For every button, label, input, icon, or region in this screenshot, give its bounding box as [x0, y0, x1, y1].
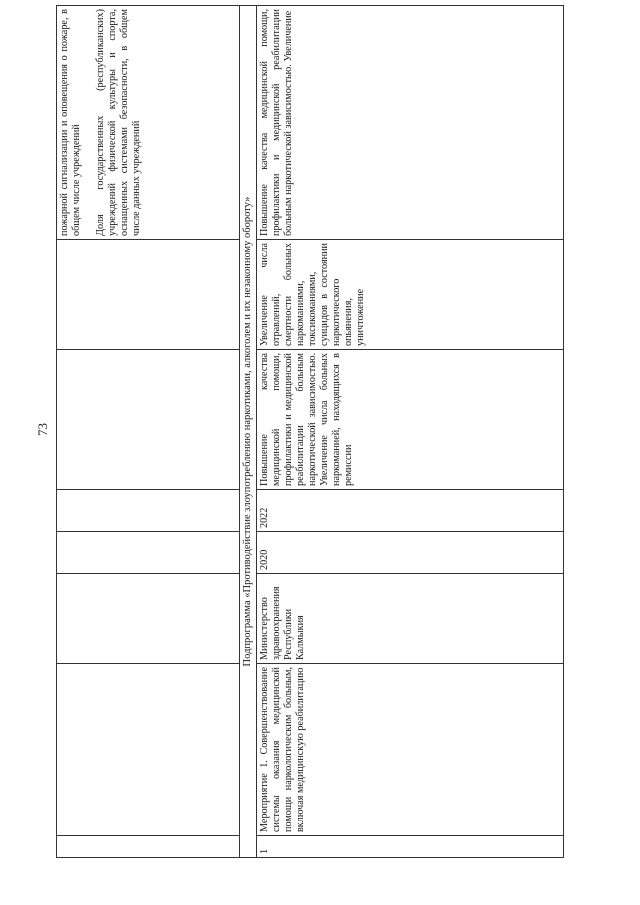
cell-empty — [57, 350, 240, 490]
cell-executor: Министерство здравоохранения Республики Калмыкия — [257, 574, 564, 664]
cell-empty — [57, 240, 240, 350]
cell-empty — [57, 490, 240, 532]
cell-end-year: 2022 — [257, 490, 564, 532]
page-number: 73 — [35, 423, 50, 436]
consequences-text: Увеличение числа отравлений, смертности больных наркоманиями, токсикоманиями, суицидов в состоянии наркотического опьянения, уничтожение — [259, 243, 366, 346]
cell-indicators — [257, 6, 564, 240]
program-table — [56, 5, 564, 858]
cell-consequences — [257, 240, 564, 350]
cell-number: 1 — [257, 836, 564, 858]
cell-expected-result: Повышение качества медицинской помощи, профилактики и медицинской реабилитации больным наркотической зависимостью. Увеличение числа больных наркоманией, находящихся в ремиссии — [257, 350, 564, 490]
cell-empty — [57, 664, 240, 836]
cell-start-year: 2020 — [257, 532, 564, 574]
subprogram-title: Подпрограмма «Противодействие злоупотреблению наркотиками, алкоголем и их незаконному обороту» — [240, 6, 257, 858]
table-row-previous — [57, 6, 240, 858]
indicators-previous-text: пожарной сигнализации и оповещения о пожаре, в общем числе учреждений Доля государственных (республиканских) учреждений физической культуры и спорта, оснащенных системами безопасности, в общем числе данных учреждений — [59, 9, 142, 236]
indicators-text: Повышение качества медицинской помощи, профилактики и медицинской реабилитации больным наркотической зависимостью. Увеличение — [259, 9, 294, 236]
rotated-page — [56, 6, 564, 858]
cell-measure-name: Мероприятие 1. Совершенствование системы оказания медицинской помощи наркологическим больным, включая медицинскую реабилитацию — [257, 664, 564, 836]
cell-empty — [57, 532, 240, 574]
cell-empty — [57, 836, 240, 858]
subprogram-row — [240, 6, 257, 858]
table-row-measure-1 — [257, 6, 564, 858]
cell-empty — [57, 574, 240, 664]
cell-indicators-previous — [57, 6, 240, 240]
